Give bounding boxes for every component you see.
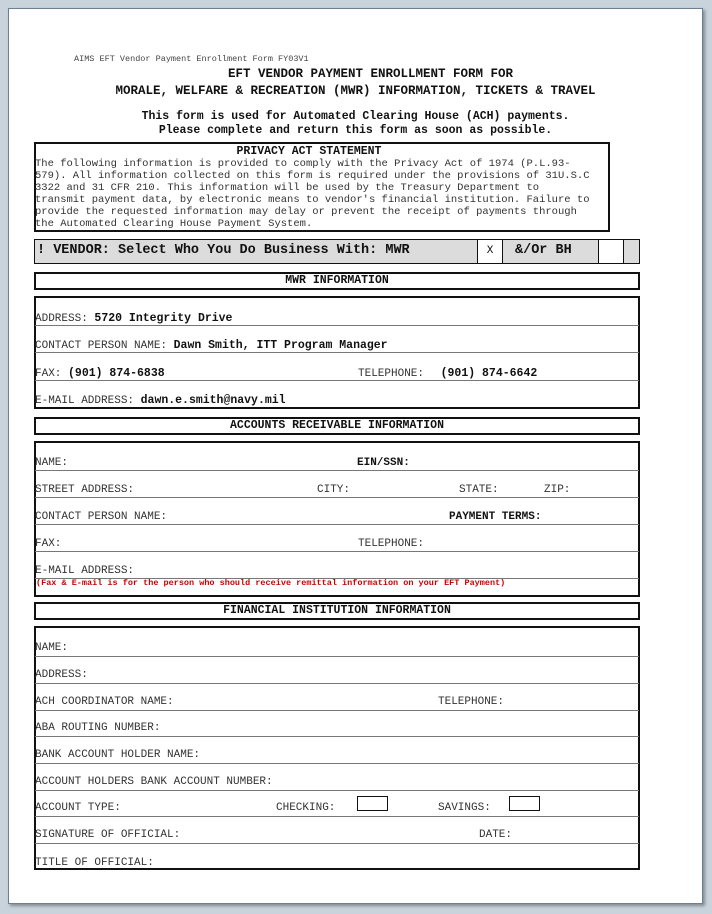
bh-label: &/Or BH	[515, 243, 572, 258]
ar-telephone-label: TELEPHONE:	[358, 538, 425, 550]
ar-line	[35, 470, 639, 471]
checking-checkbox[interactable]	[357, 796, 388, 811]
mwr-line	[35, 380, 639, 381]
ar-heading: ACCOUNTS RECEIVABLE INFORMATION	[34, 417, 640, 435]
fi-line	[35, 683, 639, 684]
mwr-telephone-row: TELEPHONE: (901) 874-6642	[358, 367, 538, 380]
privacy-act-text: The following information is provided to comply with the Privacy Act of 1974 (P.L.93- 579). All information collected on this form is required under the provisions of 31U.S.C 3322 and 31 CFR 210. This information will be used by the Treasury Department to transmit payment data, by electronic means to vendor's financial institution. Failure to provide the requested information may delay or prevent the receipt of payments through the Automated Clearing House Payment System.	[35, 158, 590, 230]
ar-line	[35, 551, 639, 552]
mwr-fax-row: FAX: (901) 874-6838	[35, 367, 165, 380]
bh-checkbox[interactable]	[598, 240, 624, 263]
form-title-line2: MORALE, WELFARE & RECREATION (MWR) INFORMATION, TICKETS & TRAVEL	[115, 84, 596, 98]
mwr-address-value: 5720 Integrity Drive	[94, 312, 233, 325]
fi-date-label: DATE:	[479, 829, 513, 841]
ar-street-label: STREET ADDRESS:	[35, 484, 135, 496]
mwr-line	[35, 352, 639, 353]
fi-line	[35, 790, 639, 791]
fi-ach-label: ACH COORDINATOR NAME:	[35, 696, 174, 708]
fi-address-label: ADDRESS:	[35, 669, 88, 681]
ar-email-label: E-MAIL ADDRESS:	[35, 565, 135, 577]
ar-state-label: STATE:	[459, 484, 499, 496]
intro-line1: This form is used for Automated Clearing House (ACH) payments.	[141, 110, 570, 123]
form-code: AIMS EFT Vendor Payment Enrollment Form FY03V1	[74, 54, 309, 64]
fi-signature-label: SIGNATURE OF OFFICIAL:	[35, 829, 181, 841]
mwr-checkbox[interactable]: X	[477, 240, 503, 263]
mwr-contact-row: CONTACT PERSON NAME: Dawn Smith, ITT Program Manager	[35, 339, 388, 352]
ar-payment-terms-label: PAYMENT TERMS:	[449, 511, 542, 523]
form-title-line1: EFT VENDOR PAYMENT ENROLLMENT FORM FOR	[227, 67, 514, 81]
fi-account-number-label: ACCOUNT HOLDERS BANK ACCOUNT NUMBER:	[35, 776, 273, 788]
fi-line	[35, 763, 639, 764]
vendor-select-label: ! VENDOR: Select Who You Do Business With: MWR	[37, 243, 410, 258]
fi-line	[35, 710, 639, 711]
fi-line	[35, 656, 639, 657]
fi-line	[35, 736, 639, 737]
fi-account-type-label: ACCOUNT TYPE:	[35, 802, 121, 814]
ar-fax-label: FAX:	[35, 538, 62, 550]
fi-line	[35, 816, 639, 817]
ar-line	[35, 524, 639, 525]
fi-aba-label: ABA ROUTING NUMBER:	[35, 722, 161, 734]
ar-contact-label: CONTACT PERSON NAME:	[35, 511, 168, 523]
privacy-act-heading: PRIVACY ACT STATEMENT	[236, 145, 382, 158]
ar-zip-label: ZIP:	[544, 484, 571, 496]
mwr-email-row: E-MAIL ADDRESS: dawn.e.smith@navy.mil	[35, 394, 286, 407]
mwr-telephone-value: (901) 874-6642	[440, 367, 538, 380]
fi-name-label: NAME:	[35, 642, 69, 654]
mwr-contact-value: Dawn Smith, ITT Program Manager	[173, 339, 388, 352]
ar-ein-label: EIN/SSN:	[357, 457, 410, 469]
intro-line2: Please complete and return this form as soon as possible.	[158, 124, 553, 137]
ar-name-label: NAME:	[35, 457, 69, 469]
fi-telephone-label: TELEPHONE:	[438, 696, 505, 708]
mwr-email-value: dawn.e.smith@navy.mil	[140, 394, 286, 407]
mwr-line	[35, 325, 639, 326]
fi-savings-label: SAVINGS:	[438, 802, 491, 814]
ar-remittal-note: (Fax & E-mail is for the person who should receive remittal information on your EFT Payment)	[36, 578, 506, 588]
ar-city-label: CITY:	[317, 484, 351, 496]
fi-heading: FINANCIAL INSTITUTION INFORMATION	[34, 602, 640, 620]
fi-line	[35, 843, 639, 844]
savings-checkbox[interactable]	[509, 796, 540, 811]
fi-checking-label: CHECKING:	[276, 802, 336, 814]
mwr-heading: MWR INFORMATION	[34, 272, 640, 290]
form-page	[8, 8, 703, 904]
fi-title-label: TITLE OF OFFICIAL:	[35, 857, 154, 869]
mwr-fax-value: (901) 874-6838	[68, 367, 165, 380]
mwr-address-row: ADDRESS: 5720 Integrity Drive	[35, 312, 233, 325]
fi-holder-label: BANK ACCOUNT HOLDER NAME:	[35, 749, 201, 761]
ar-line	[35, 497, 639, 498]
